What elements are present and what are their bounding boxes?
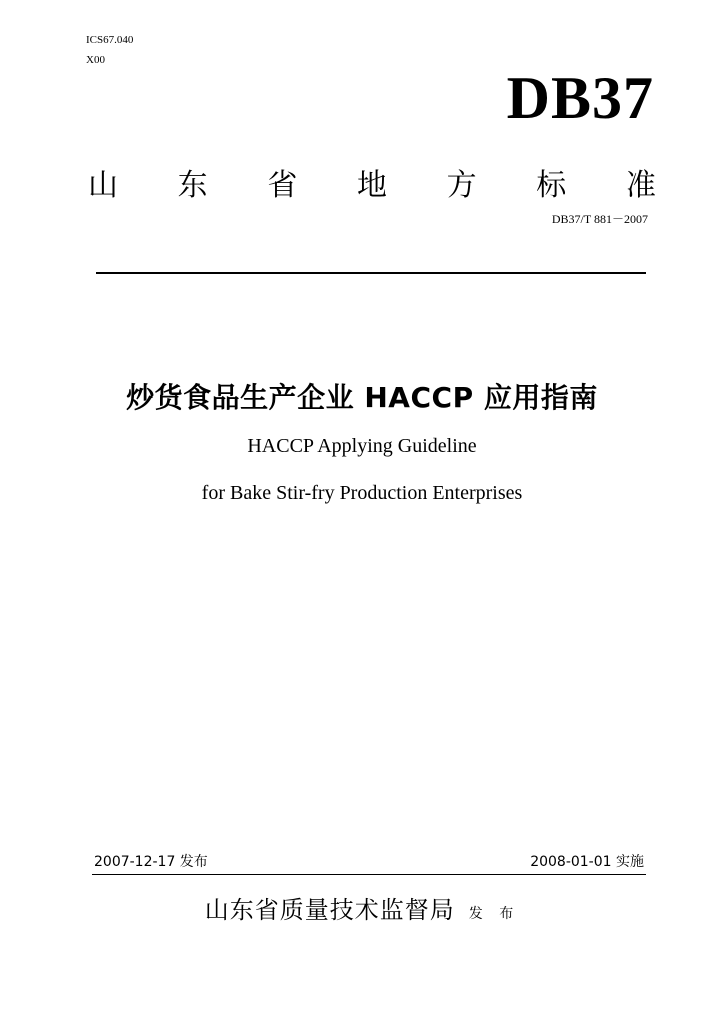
- issuer-action: 发 布: [468, 906, 520, 922]
- classification-code: X00: [86, 54, 105, 66]
- standard-number: DB37/T 881－2007: [551, 212, 648, 226]
- header-divider: [96, 272, 646, 274]
- standard-type-char: 山: [88, 168, 118, 203]
- document-title-english-line2: for Bake Stir-fry Production Enterprises: [201, 482, 523, 504]
- footer-divider: [92, 874, 646, 875]
- document-title-chinese: 炒货食品生产企业 HACCP 应用指南: [126, 381, 598, 414]
- standard-type-char: 方: [446, 168, 477, 203]
- standard-type-char: 准: [625, 168, 656, 203]
- db-code: DB37: [506, 65, 654, 131]
- document-title-english-line1: HACCP Applying Guideline: [247, 435, 477, 457]
- implementation-date: 2008-01-01 实施: [530, 854, 644, 870]
- standard-type-char: 东: [177, 168, 208, 203]
- issue-date: 2007-12-17 发布: [94, 854, 208, 870]
- standard-type-char: 地: [356, 168, 387, 203]
- issuer-line: [0, 894, 724, 930]
- issuer-name: 山东省质量技术监督局: [204, 896, 455, 924]
- standard-type-title: [88, 168, 656, 204]
- standard-type-char: 标: [536, 168, 567, 203]
- standard-type-char: 省: [267, 168, 298, 203]
- ics-code: ICS67.040: [86, 34, 134, 46]
